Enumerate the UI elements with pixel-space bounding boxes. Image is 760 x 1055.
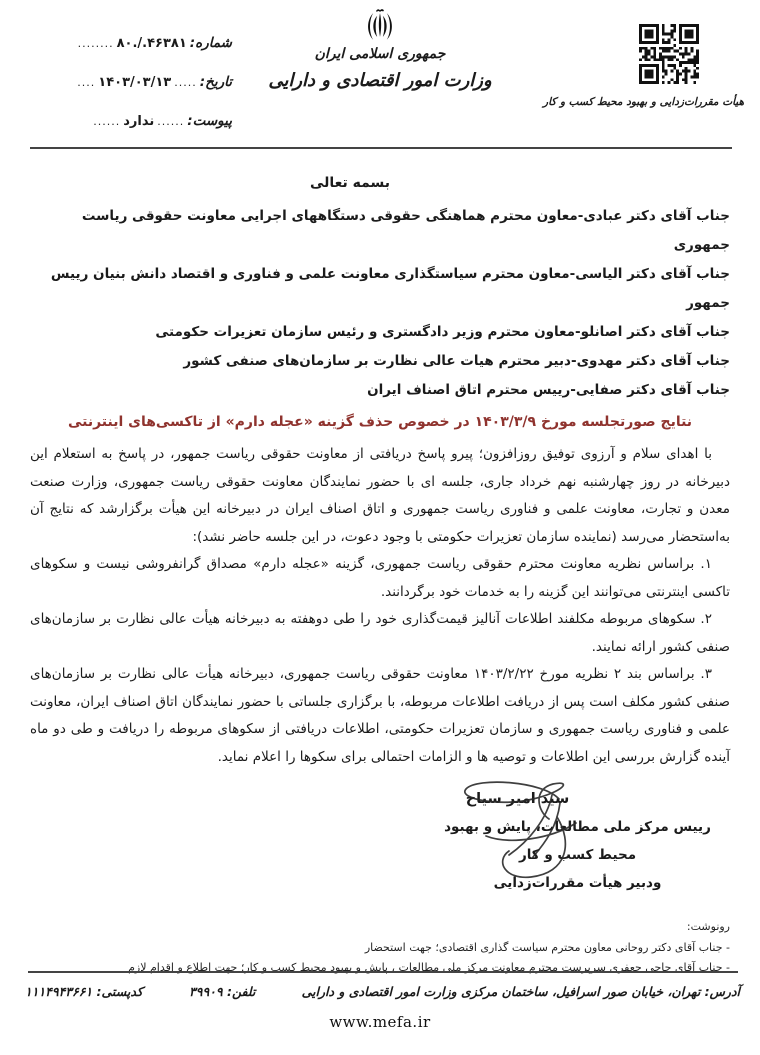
signer-title-1: رییس مرکز ملی مطالعات، پایش و بهبود محیط کسب و کار [444, 819, 711, 863]
item-2-paragraph: ۲. سکوهای مربوطه مکلفند اطلاعات آنالیز قیمت‌گذاری خود را طی دوهفته به دبیرخانه هیأت عالی نظارت بر سازمان‌های صنفی کشور ارائه نمایند. [30, 611, 730, 655]
letter-date-row [22, 71, 232, 93]
signature-block [425, 785, 730, 897]
letterhead-right [543, 24, 744, 108]
cc-item: - جناب آقای دکتر روحانی معاون محترم سیاست گذاری اقتصادی؛ جهت استحضار [364, 941, 730, 954]
footer-contact-line [25, 984, 740, 999]
date-value: ۱۴۰۳/۰۳/۱۳ [98, 74, 172, 90]
letter-number-row [22, 32, 232, 54]
date-dotted-leader-a: ..... [174, 75, 197, 89]
header-divider [30, 147, 732, 149]
letter-attachment-row [22, 110, 232, 132]
attachment-label: پیوست: [187, 113, 232, 129]
attachment-dotted-leader-a: ...... [157, 114, 185, 128]
number-dotted-leader: ........ [77, 36, 114, 50]
letterhead-center [250, 6, 510, 91]
recipient-line: جناب آقای دکتر صفایی-رییس محترم اتاق اصناف ایران [367, 382, 730, 398]
qr-code-icon [639, 24, 699, 84]
recipient-line: جناب آقای دکتر اصانلو-معاون محترم وزیر دادگستری و رئیس سازمان تعزیرات حکومتی [155, 324, 730, 340]
recipient-line: جناب آقای دکتر مهدوی-دبیر محترم هیات عالی نظارت بر سازمان‌های صنفی کشور [183, 353, 730, 369]
attachment-value: ندارد [123, 113, 155, 129]
footer-divider [28, 971, 738, 973]
recipients-block [30, 202, 730, 405]
cc-label: رونوشت: [686, 920, 730, 933]
date-dotted-leader-b: .... [77, 75, 96, 89]
letter-text [30, 441, 730, 771]
letter-meta-fields [22, 32, 232, 149]
iran-emblem-icon [363, 6, 397, 44]
ministry-title: وزارت امور اقتصادی و دارایی [268, 70, 492, 91]
footer-phone: تلفن: ۳۹۹۰۹ [189, 984, 256, 999]
besmellah-line: بسمه تعالی [309, 175, 391, 191]
footer-postal-code: کدپستی: ۱۱۱۴۹۴۳۶۶۱ [25, 984, 143, 999]
subject-line: نتایج صورتجلسه مورخ ۱۴۰۳/۳/۹ در خصوص حذف گزینه «عجله دارم» از تاکسی‌های اینترنتی [67, 414, 693, 430]
letter-body [30, 150, 730, 978]
deregulation-board-title: هیأت مقررات‌زدایی و بهبود محیط کسب و کار [543, 96, 744, 108]
item-1-paragraph: ۱. براساس نظریه معاونت محترم حقوقی ریاست جمهوری، گزینه «عجله دارم» مصداق گرانفروشی نیست و سکوهای تاکسی اینترنتی می‌توانند این گزینه را به خدمات خود برگردانند. [30, 556, 730, 600]
attachment-dotted-leader-b: ...... [93, 114, 121, 128]
signer-name: سید امیر سیاح [465, 791, 570, 807]
number-label: شماره: [189, 35, 232, 51]
number-value: ۸۰./.۴۶۳۸۱ [116, 35, 187, 51]
recipient-line: جناب آقای دکتر الیاسی-معاون محترم سیاستگذاری معاونت علمی و فناوری و اقتصاد دانش بنیان رییس جمهور [50, 266, 730, 311]
footer-address: آدرس: تهران، خیابان صور اسرافیل، ساختمان مرکزی وزارت امور اقتصادی و دارایی [301, 984, 740, 999]
cc-block [30, 917, 730, 978]
item-3-paragraph: ۳. براساس بند ۲ نظریه مورخ ۱۴۰۳/۲/۲۲ معاونت حقوقی ریاست جمهوری، دبیرخانه هیأت عالی نظارت بر سازمان‌های صنفی کشور مکلف است پس از دریافت اطلاعات مربوطه، با برگزاری جلساتی با حضور نمایندگان اتاق اصناف ایران، معاونت علمی و فناوری ریاست جمهوری و سازمان تعزیرات حکومتی، اطلاعات دریافتی از سکوهای مربوطه را دریافت و طی دو ماه آینده گزارش بررسی این اطلاعات و توصیه ها و الزامات احتمالی برای سکوها را اعلام نماید. [30, 666, 730, 765]
date-label: تاریخ: [199, 74, 232, 90]
intro-paragraph: با اهدای سلام و آرزوی توفیق روزافزون؛ پیرو پاسخ دریافتی از معاونت حقوقی ریاست جمهور، در پاسخ به استعلام این دبیرخانه در روز چهارشنبه نهم خرداد جاری، جلسه ای با حضور نمایندگان معاونت حقوقی ریاست جمهوری، وزارت صنعت معدن و تجارت، معاونت علمی و فناوری ریاست جمهوری و اتاق اصناف ایران در دبیرخانه این هیأت برگزارشد که نتایج آن به‌استحضار می‌رسد (نماینده سازمان تعزیرات حکومتی با وجود دعوت، در این جلسه حاضر نشد): [30, 446, 730, 545]
recipient-line: جناب آقای دکتر عبادی-معاون محترم هماهنگی حقوقی دستگاههای اجرایی معاونت حقوقی ریاست جمهوری [81, 208, 730, 253]
signer-title-2: ودبیر هیأت مقررات‌زدایی [493, 875, 662, 891]
country-title: جمهوری اسلامی ایران [314, 46, 446, 62]
cc-item: - جناب آقای حاجی جعفری سرپرست محترم معاونت مرکز ملی مطالعات ، پایش و بهبود محیط کسب و کار؛ جهت اطلاع و اقدام لازم [128, 961, 730, 974]
footer-website: www.mefa.ir [329, 1013, 431, 1031]
